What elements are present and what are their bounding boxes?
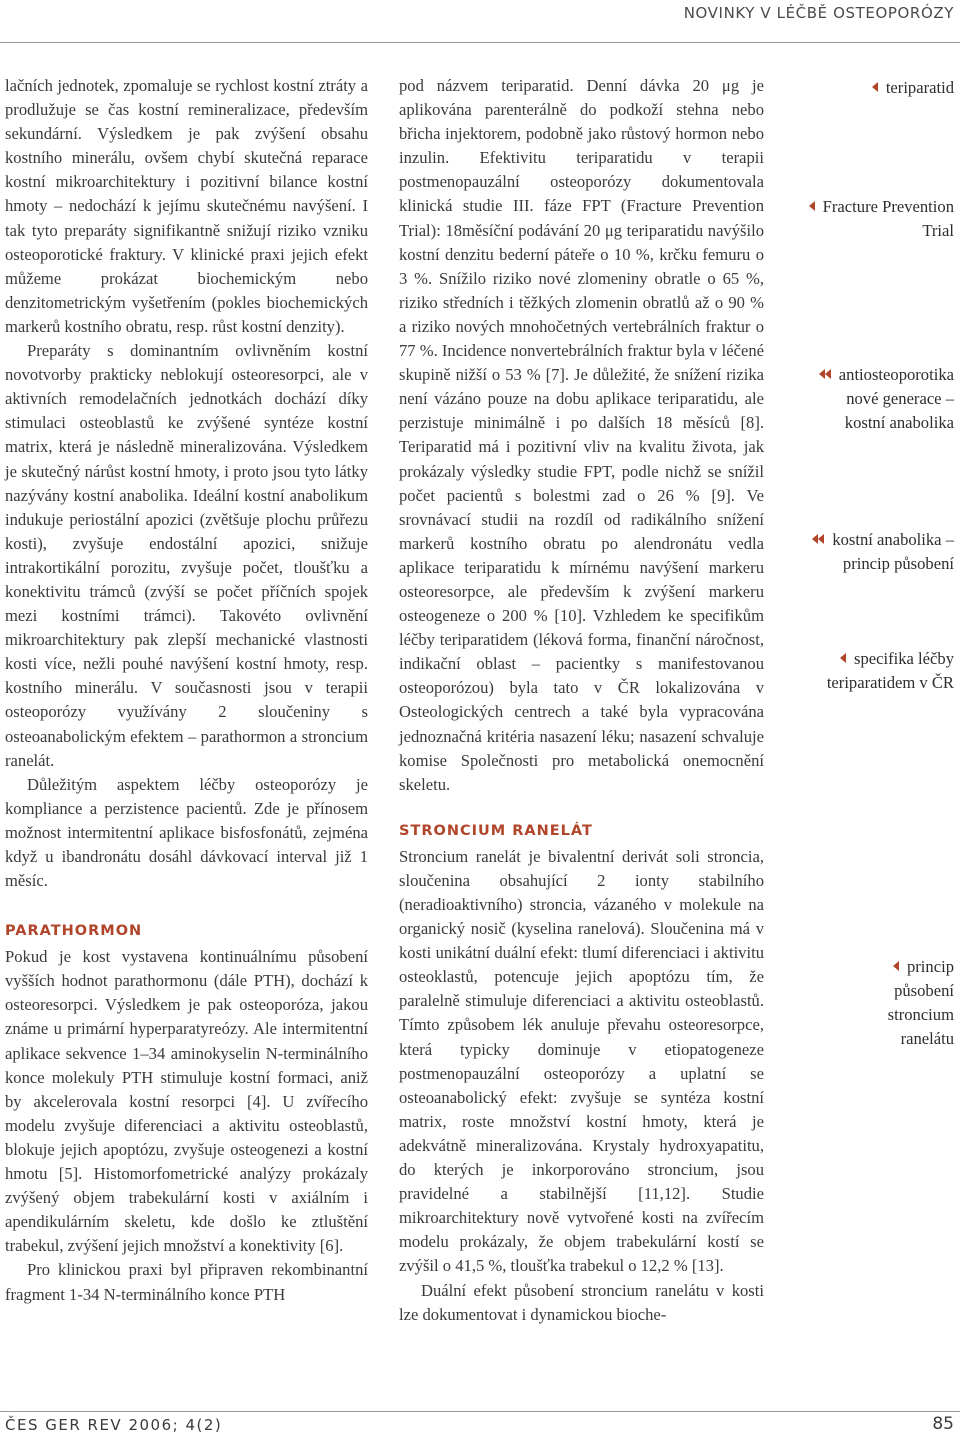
margin-note-princip-stroncium: princip působení stroncium ranelátu	[887, 957, 954, 1048]
body-paragraph: Preparáty s dominantním ovlivněním kostní novotvorby prakticky neblokují osteoresorpci, ale v aktivních remodelačních jednotkách dochází díky stimulaci osteoblastů ke zvýšené syntéze kostní matrix, která je následně mineralizována. Výsledkem je skutečný nárůst kostní hmoty, i proto jsou tyto látky nazývány kostní anabolika. Ideální kostní anabolikum indukuje periostální apozici (zvětšuje plochu průřezu kosti), zvyšuje endostální apozici, snižuje intrakortikální porozitu, zvyšuje počet, tloušťku a konektivitu trámců (zvýší se počet příčních spojek mezi kostními trámci). Takovéto ovlivnění mikroarchitektury pak zlepší mechanické vlastnosti kosti více, nežli pouhé navýšení kostní hmoty, resp. kostního minerálu. V současnosti jsou v terapii osteoporózy využívány 2 sloučeniny s osteoanabolickým efektem – parathormon a stroncium ranelát.	[5, 341, 368, 770]
section-heading-stroncium: STRONCIUM RANELÁT	[399, 822, 593, 839]
arrow-left-icon	[809, 201, 815, 211]
body-paragraph: Pro klinickou praxi byl připraven rekombinantní fragment 1-34 N-terminálního konce PTH	[5, 1260, 368, 1304]
body-paragraph: Důležitým aspektem léčby osteoporózy je kompliance a perzistence pacientů. Zde je přínosem možnost intermitentní aplikace bisfosfonátů, zejména když u ibandronátu dosáhl dávkovací interval již 1 měsíc.	[5, 774, 368, 891]
double-arrow-left-icon	[812, 527, 824, 551]
margin-note-teriparatid: teriparatid	[794, 76, 954, 100]
arrow-left-icon	[893, 961, 899, 971]
arrow-left-icon	[872, 82, 878, 92]
header-rule	[0, 42, 960, 43]
arrow-left-icon	[840, 653, 846, 663]
running-title: NOVINKY V LÉČBĚ OSTEOPORÓZY	[683, 4, 954, 22]
body-paragraph: lačních jednotek, zpomaluje se rychlost kostní ztráty a prodlužuje se čas kostní remineralizace, především sekundární. Výsledkem je pak zvýšení obsahu kostního minerálu, ovšem chybí skutečná reparace kostní mikroarchitektury i pozitivní bilance kostní hmoty – nedochází k jejímu skutečnému navýšení. I tak tyto preparáty signifikantně snižují riziko vzniku osteoporotické fraktury. V klinické praxi jejich efekt můžeme prokázat biochemickým nebo denzitometrickým vyšetřením (pokles biochemických markerů kostního obratu, resp. růst kostní denzity).	[5, 76, 368, 336]
left-column	[5, 74, 368, 1307]
body-paragraph: Duální efekt působení stroncium ranelátu v kosti lze dokumentovat i dynamickou bioche-	[399, 1280, 764, 1324]
body-paragraph: Pokud je kost vystavena kontinuálnímu působení vyšších hodnot parathormonu (dále PTH), dochází k osteoresorpci. Výsledkem je pak osteoporóza, jakou známe u primární hyperparatyreózy. Ale intermitentní aplikace sekvence 1–34 aminokyselin N-terminálního konce molekuly PTH stimuluje kostní formaci, aniž by akcelerovala kostní resorpci [4]. U zvířecího modelu zvyšuje diferenciaci a aktivitu osteoblastů, blokuje jejich apoptózu, zvyšuje osteogenezi a kostní hmotu [5]. Histomorfometrické analýzy prokázaly zvýšený objem trabekulární kosti v axiálním i apendikulárním skeletu, kde došlo ke ztluštění trabekul, zvýšení jejich množství a konektivity [6].	[5, 947, 368, 1256]
margin-note-kostni-anabolika: kostní anabolika – princip působení	[794, 527, 954, 576]
margin-note-fracture-prevention-trial: Fracture Prevention Trial	[794, 195, 954, 243]
page-number: 85	[932, 1414, 954, 1434]
margin-note-specifika-lecby: specifika léčby teriparatidem v ČR	[826, 649, 954, 692]
middle-column	[399, 74, 764, 1327]
footer-rule	[0, 1411, 960, 1412]
body-paragraph: Stroncium ranelát je bivalentní derivát soli stroncia, sloučenina obsahující 2 ionty stabilního (neradioaktivního) stroncia, vázaného v molekule na organický nosič (kyselina ranelová). Sloučenina má v kosti unikátní duální efekt: tlumí diferenciaci i aktivitu osteoklastů, potencuje jejich apoptózu tím, že paralelně stimuluje diferenciaci a aktivitu osteoblastů. Tímto způsobem lék anuluje převahu osteoresorpce, která typicky dominuje v etiopatogeneze postmenopauzální osteoporózy a uplatní se osteoanabolický efekt: zvyšuje se syntéza kostní matrix, roste množství kostní hmoty, která je adekvátně mineralizována. Krystaly hydroxyapatitu, do kterých je inkorporováno stroncium, jsou pravidelné a stabilnější [11,12]. Studie mikroarchitektury nově vytvořené kosti na zvířecím modelu prokázaly, že objem trabekulární kostí se zvýšil o 41,5 %, tloušťka trabekul o 12,2 % [13].	[399, 846, 764, 1276]
double-arrow-left-icon	[819, 362, 831, 386]
margin-note-antiosteoporotika: antiosteoporotika nové generace – kostní anabolika	[814, 362, 954, 435]
body-paragraph: pod názvem teriparatid. Denní dávka 20 μg je aplikována parenterálně do podkoží stehna nebo břicha injektorem, podobně jako růstový hormon nebo inzulin. Efektivitu teriparatidu v terapii postmenopauzální osteoporózy dokumentovala klinická studie III. fáze FPT (Fracture Prevention Trial): 18měsíční podávání 20 μg teriparatidu navýšilo kostní denzitu bederní páteře o 10 %, krčku femuru o 3 %. Snížilo riziko nové zlomeniny obratle o 65 %, riziko středních i těžkých zlomenin obratlů až o 90 % a riziko nových mnohočetných vertebrálních fraktur o 77 %. Incidence nonvertebrálních fraktur byla v léčené skupině nižší o 53 % [7]. Je důležité, že snížení rizika není vázáno pouze na dobu aplikace teriparatidu, ale perzistuje minimálně i po dalších 18 měsíců [8]. Teriparatid má i pozitivní vliv na kvalitu života, jak prokázaly výsledky studie FPT, podle nichž se snížil počet pacientů s bolestmi zad o 26 % [9]. Ve srovnávací studii na rozdíl od radikálního snížení markerů kostního obratu po alendronátu vedla aplikace teriparatidu k mírnému navýšení markeru osteoresorpce, ale především k zvýšení markeru osteogeneze o 200 % [10]. Vzhledem ke specifikům léčby teriparatidem (léková forma, finanční náročnost, indikační oblast – pacientky s manifestovanou osteoporózou) byla tato v ČR lokalizována v Osteologických centrech a také byla vypracována jednoznačná kritéria nasazení léku; nasazení schvaluje komise Společnosti pro metabolická onemocnění skeletu.	[399, 76, 764, 794]
section-heading-parathormon: PARATHORMON	[5, 923, 143, 940]
journal-citation: ČES GER REV 2006; 4(2)	[5, 1416, 223, 1434]
